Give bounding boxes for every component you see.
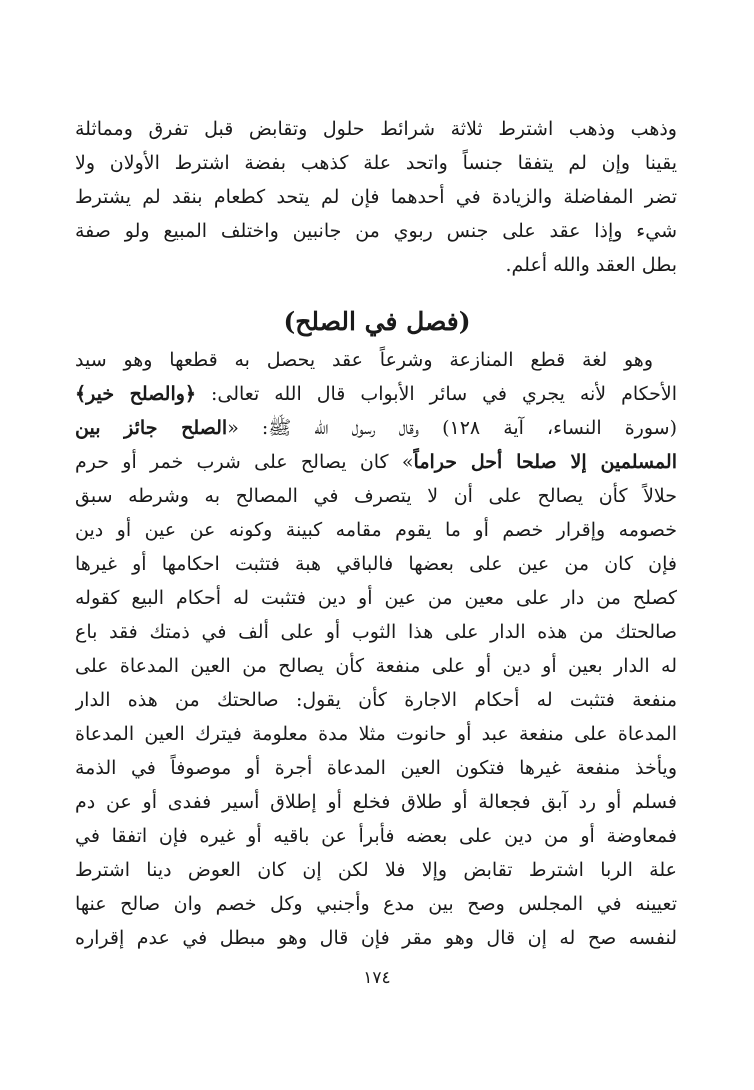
bold-quote-segment: المسلمين إلا صلحا أحل حراماً (413, 451, 677, 473)
bold-quote-segment: الصلح جائز بين (75, 417, 228, 439)
text-segment: المدعاة على منفعة عبد أو حانوت مثلا مدة معلومة فيترك العين المدعاة (75, 723, 677, 745)
text-segment: لنفسه صح له إن قال وهو مقر فإن قال وهو مبطل في عدم إقراره (75, 927, 677, 949)
text-segment: كصلح من دار على معين من عين أو دين فتثبت له أحكام البيع كقوله (75, 587, 677, 609)
text-line (75, 751, 677, 785)
text-line: يقينا وإن لم يتفقا جنساً واتحد علة كذهب بفضة اشترط الأولان ولا (75, 152, 677, 174)
text-segment: فإن كان من عين على بعضها فالباقي هبة فتثبت احكامها أو غيرها (75, 553, 677, 575)
text-line (75, 615, 677, 649)
page-number: ١٧٤ (363, 968, 391, 988)
text-line (75, 343, 677, 377)
text-segment: فسلم أو رد آبق فجعالة أو طلاق فخلع أو إطلاق أسير ففدى أو عن دم (75, 791, 677, 813)
text-segment: علة الربا اشترط تقابض وإلا فلا لكن إن كان العوض دينا اشترط (75, 859, 677, 881)
text-segment: صالحتك من هذه الدار على هذا الثوب أو على ألف في ذمتك فقد باع (75, 621, 677, 643)
text-line (75, 921, 677, 955)
text-line (75, 819, 677, 853)
text-line (75, 717, 677, 751)
text-segment: تعيينه في المجلس وصح بين مدع وأجنبي وكل خصم وان صالح عنها (75, 893, 677, 915)
text-segment: (سورة النساء، آية ١٢٨) وقال رسول الله ﷺ: « (227, 417, 677, 439)
text-line: شيء وإذا عقد على جنس ربوي من جانبين واختلف المبيع ولو صفة (75, 220, 677, 242)
text-line (75, 853, 677, 887)
text-line (75, 785, 677, 819)
text-segment: وهو لغة قطع المنازعة وشرعاً عقد يحصل به قطعها وهو سيد (75, 349, 653, 371)
text-line: بطل العقد والله أعلم. (505, 254, 677, 276)
text-line: وذهب وذهب اشترط ثلاثة شرائط حلول وتقابض قبل تفرق ومماثلة (75, 118, 677, 140)
text-line (75, 649, 677, 683)
paragraph-reconciliation (75, 343, 677, 955)
bold-quote-segment: ﴿والصلح خير﴾ (75, 383, 197, 405)
text-line: تضر المفاضلة والزيادة في أحدهما فإن لم يتحد كطعام بنقد لم يشترط (75, 186, 677, 208)
text-line (75, 445, 677, 479)
text-segment: منفعة فتثبت له أحكام الاجارة كأن يقول: صالحتك من هذه الدار (75, 689, 677, 711)
text-line (75, 547, 677, 581)
text-line (75, 887, 677, 921)
text-line (75, 479, 677, 513)
text-segment: حلالاً كأن يصالح على أن لا يتصرف في المصالح به وشرطه سبق (75, 485, 677, 507)
text-segment: » كان يصالح على شرب خمر أو حرم (75, 451, 414, 473)
section-heading: (فصل في الصلح) (283, 307, 471, 336)
text-line (75, 377, 677, 411)
text-segment: الأحكام لأنه يجري في سائر الأبواب قال الله تعالى: (196, 383, 677, 405)
text-segment: ويأخذ منفعة غيرها فتكون العين المدعاة أجرة أو موصوفاً في الذمة (75, 757, 677, 779)
text-line (75, 411, 677, 445)
text-line (75, 513, 677, 547)
paragraph-exchange-conditions (75, 112, 677, 282)
text-line (75, 683, 677, 717)
text-segment: له الدار بعين أو دين أو على منفعة كأن يصالح من العين المدعاة على (75, 655, 677, 677)
text-line (75, 581, 677, 615)
text-segment: خصومه وإقرار خصم أو ما يقوم مقامه كبينة وكونه عن عين أو دين (75, 519, 677, 541)
text-segment: فمعاوضة أو من دين على بعضه فأبرأ عن باقيه أو غيره فإن اتفقا في (75, 825, 677, 847)
